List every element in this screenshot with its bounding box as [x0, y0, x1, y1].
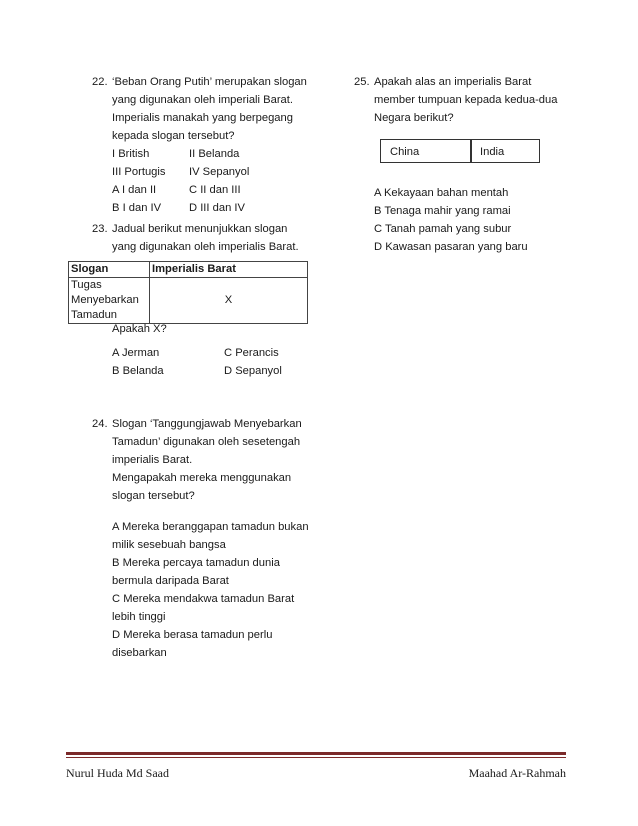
footer-school: Maahad Ar-Rahmah: [468, 766, 566, 780]
footer-author: Nurul Huda Md Saad: [66, 766, 169, 780]
option: A Jerman: [112, 347, 160, 359]
option: A I dan II: [112, 184, 157, 196]
question-number: 25.: [354, 76, 370, 88]
question-text-line: ‘Beban Orang Putih’ merupakan slogan: [112, 76, 307, 88]
option: III Portugis: [112, 166, 166, 178]
country-box-india: India: [470, 139, 540, 163]
option: bermula daripada Barat: [112, 575, 229, 587]
footer-divider: [66, 752, 566, 755]
option: II Belanda: [189, 148, 240, 160]
table-header-cell: Slogan: [69, 262, 150, 278]
table-cell-line: Tamadun: [71, 309, 118, 321]
question-text-line: Mengapakah mereka menggunakan: [112, 472, 292, 484]
question-text-line: Jadual berikut menunjukkan slogan: [112, 223, 288, 235]
option: D Kawasan pasaran yang baru: [374, 241, 528, 253]
option: disebarkan: [112, 647, 167, 659]
table-cell-line: Menyebarkan: [71, 294, 139, 306]
option: I British: [112, 148, 150, 160]
table-cell-value: X: [150, 278, 308, 324]
table-cell-slogan: [69, 278, 150, 324]
option: IV Sepanyol: [189, 166, 250, 178]
slogan-table: [68, 261, 308, 324]
question-text-line: yang digunakan oleh imperiali Barat.: [112, 94, 293, 106]
question-text-line: kepada slogan tersebut?: [112, 130, 235, 142]
option: D III dan IV: [189, 202, 245, 214]
option: C II dan III: [189, 184, 241, 196]
question-text-line: slogan tersebut?: [112, 490, 195, 502]
option: B Belanda: [112, 365, 164, 377]
table-cell-line: Tugas: [71, 279, 102, 291]
option: lebih tinggi: [112, 611, 166, 623]
question-text-line: member tumpuan kepada kedua-dua: [374, 94, 558, 106]
option: B Mereka percaya tamadun dunia: [112, 557, 280, 569]
question-text-line: Tamadun’ digunakan oleh sesetengah: [112, 436, 301, 448]
question-text-line: imperialis Barat.: [112, 454, 193, 466]
option: C Perancis: [224, 347, 279, 359]
option: A Kekayaan bahan mentah: [374, 187, 509, 199]
question-number: 22.: [92, 76, 108, 88]
table-header-row: [69, 262, 308, 278]
question-prompt: Apakah X?: [112, 323, 167, 335]
option: B I dan IV: [112, 202, 162, 214]
country-box-china: China: [380, 139, 472, 163]
table-row: [69, 278, 308, 324]
question-text-line: Negara berikut?: [374, 112, 454, 124]
question-text-line: Slogan ‘Tanggungjawab Menyebarkan: [112, 418, 302, 430]
table-header-cell: Imperialis Barat: [150, 262, 308, 278]
option: B Tenaga mahir yang ramai: [374, 205, 511, 217]
footer-divider-thin: [66, 757, 566, 758]
option: milik sesebuah bangsa: [112, 539, 226, 551]
question-number: 23.: [92, 223, 108, 235]
question-text-line: yang digunakan oleh imperialis Barat.: [112, 241, 299, 253]
option: C Mereka mendakwa tamadun Barat: [112, 593, 295, 605]
question-text-line: Imperialis manakah yang berpegang: [112, 112, 293, 124]
option: D Mereka berasa tamadun perlu: [112, 629, 273, 641]
option: C Tanah pamah yang subur: [374, 223, 512, 235]
question-text-line: Apakah alas an imperialis Barat: [374, 76, 532, 88]
question-number: 24.: [92, 418, 108, 430]
option: A Mereka beranggapan tamadun bukan: [112, 521, 309, 533]
option: D Sepanyol: [224, 365, 282, 377]
